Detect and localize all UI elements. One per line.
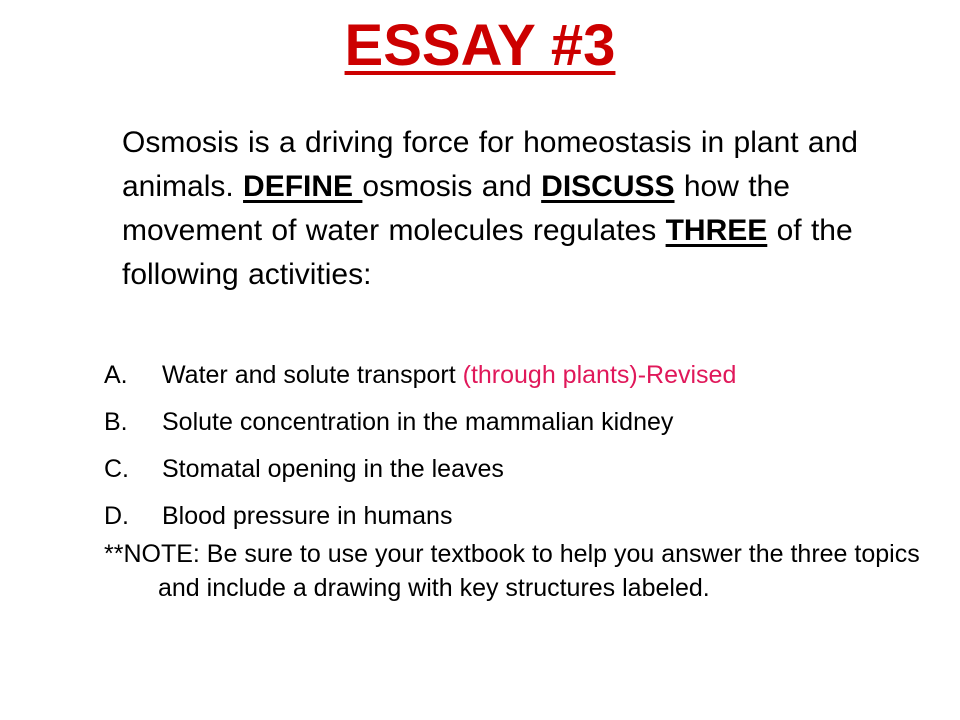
keyword-three: THREE bbox=[665, 214, 768, 247]
list-item bbox=[104, 352, 924, 399]
note-text: **NOTE: Be sure to use your textbook to help you answer the three topics and include a drawing with key structures labeled. bbox=[104, 540, 920, 602]
prompt-text-3: how the movement of water molecules regulates bbox=[122, 170, 790, 247]
list-item bbox=[104, 493, 924, 540]
item-letter: D. bbox=[104, 502, 129, 530]
essay-prompt bbox=[122, 121, 882, 297]
prompt-text-4: of the following activities: bbox=[122, 214, 853, 291]
list-item bbox=[104, 446, 924, 493]
item-text: Water and solute transport bbox=[162, 361, 463, 389]
item-letter: A. bbox=[104, 361, 128, 389]
item-text: Stomatal opening in the leaves bbox=[162, 455, 504, 483]
item-letter: B. bbox=[104, 408, 128, 436]
prompt-text-1: Osmosis is a driving force for homeostasis in plant and animals. bbox=[122, 126, 858, 203]
item-letter: C. bbox=[104, 455, 129, 483]
item-text: Solute concentration in the mammalian kidney bbox=[162, 408, 674, 436]
keyword-discuss: DISCUSS bbox=[541, 170, 675, 203]
slide-title: ESSAY #3 bbox=[344, 13, 616, 78]
revised-note: (through plants)-Revised bbox=[462, 361, 737, 389]
list-item bbox=[104, 399, 924, 446]
keyword-define: DEFINE bbox=[243, 170, 363, 203]
item-text: Blood pressure in humans bbox=[162, 502, 453, 530]
activities-list bbox=[104, 352, 924, 540]
prompt-text-2: osmosis and bbox=[362, 170, 542, 203]
